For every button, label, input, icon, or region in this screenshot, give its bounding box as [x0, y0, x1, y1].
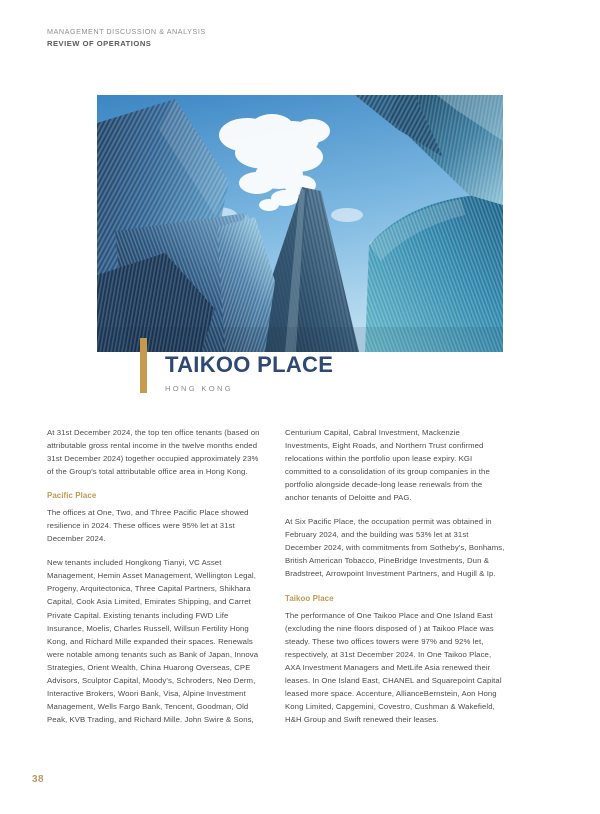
body-columns — [47, 426, 505, 726]
paragraph-pacific-place-tenants: New tenants included Hongkong Tianyi, VC Asset Management, Hemin Asset Management, Wellington Legal, Progeny, Arquitectonica, Three Capital Partners, Shikhara Capital, Cook Asia Limited, Emirates Shipping, and Carret Private Capital. Existing tenants including FWD Life Insurance, Moelis, Charles Russell, Willsun Fertility Hong Kong, and Richard Mille expanded their spaces. Renewals were notable among tenants such as Bank of Japan, Innova Strategies, Orient Wealth, China Huarong Overseas, CPE Advisors, Sculptor Capital, Moody's, Schroders, Neo Derm, Interactive Brokers, Woori Bank, Visa, Alpine Investment Management, Wells Fargo Bank, Tencent, Goodman, Old Peak, KVB Trading, and Richard Mille. John Swire & Sons, — [47, 558, 259, 724]
hero-photo-skyscrapers — [97, 95, 503, 352]
paragraph-tenant-relocations: Centurium Capital, Cabral Investment, Mackenzie Investments, Eight Roads, and Northern Trust confirmed relocations within the portfolio upon lease expiry. KGI committed to a consolidation of its group companies in the portfolio alongside decade-long lease renewals from the anchor tenants of Deloitte and PAG. — [285, 428, 490, 503]
paragraph-top-ten-tenants: At 31st December 2024, the top ten office tenants (based on attributable gross rental income in the twelve months ended 31st December 2024) together occupied approximately 23% of the Group's total attributable office area in Hong Kong. — [47, 428, 260, 477]
page-title: TAIKOO PLACE — [165, 352, 334, 377]
skyscraper-illustration — [97, 95, 503, 352]
title-block — [140, 338, 333, 393]
gold-accent-rule — [140, 338, 147, 393]
page-subtitle-location: HONG KONG — [165, 384, 233, 393]
heading-taikoo-place: Taikoo Place — [285, 593, 334, 603]
running-header-section: MANAGEMENT DISCUSSION & ANALYSIS — [47, 27, 206, 36]
paragraph-pacific-place-occupancy: The offices at One, Two, and Three Pacific Place showed resilience in 2024. These offices were 95% let at 31st December 2024. — [47, 508, 249, 544]
paragraph-six-pacific-place: At Six Pacific Place, the occupation permit was obtained in February 2024, and the building was 53% let at 31st December 2024, with commitments from Sotheby's, Bonhams, British American Tobacco, PineBridge Investments, Dun & Bradstreet, Arrowpoint Investment Partners, and Hugill & Ip. — [285, 517, 505, 579]
page-number: 38 — [32, 774, 44, 785]
heading-pacific-place: Pacific Place — [47, 491, 97, 501]
running-header-subsection: REVIEW OF OPERATIONS — [47, 38, 152, 48]
column-left — [47, 426, 267, 726]
column-right — [285, 426, 505, 726]
title-text-group — [147, 338, 333, 393]
running-header — [47, 28, 206, 47]
paragraph-taikoo-place-performance: The performance of One Taikoo Place and One Island East (excluding the nine floors disposed of ) at Taikoo Place was steady. These two offices towers were 97% and 92% let, respectively, at 31st December 2024. In One Taikoo Place, AXA Investment Managers and MetLife Asia renewed their leases. In One Island East, CHANEL and Squarepoint Capital leased more space. Accenture, AllianceBernstein, Aon Hong Kong Limited, Capgemini, Covestro, Cushman & Wakefield, H&H Group and Swift renewed their leases. — [285, 610, 502, 724]
